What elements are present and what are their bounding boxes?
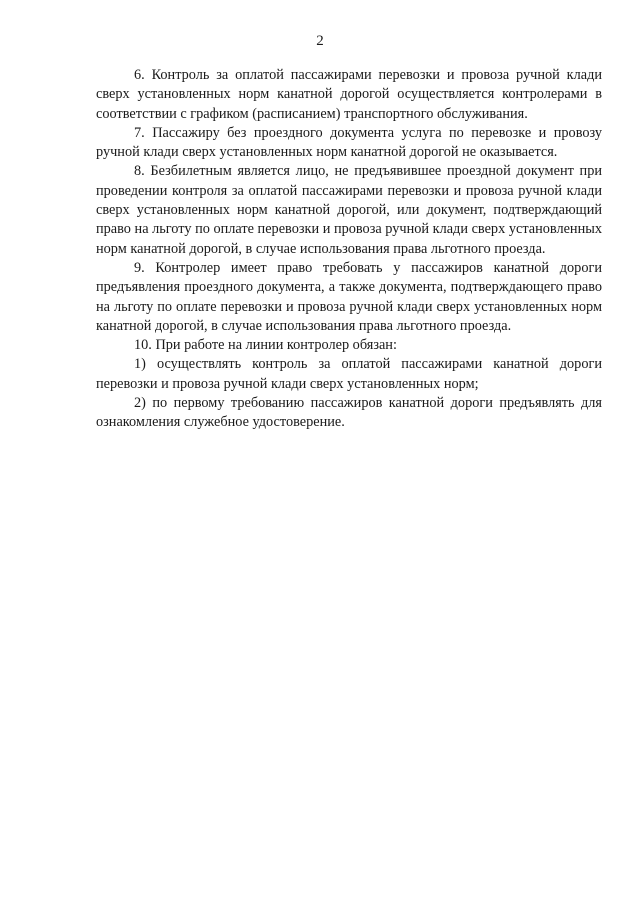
paragraph-9: 9. Контролер имеет право требовать у пассажиров канатной дороги предъявления проездного документа, а также документа, подтверждающего право на льготу по оплате перевозки и провоза ручной клади сверх установленных норм канатной дорогой, в случае использования права льготного проезда.: [96, 259, 602, 334]
document-body: [96, 66, 602, 433]
list-item-1: 1) осуществлять контроль за оплатой пассажирами канатной дороги перевозки и провоза ручной клади сверх установленных норм;: [96, 356, 602, 392]
paragraph-6: 6. Контроль за оплатой пассажирами перевозки и провоза ручной клади сверх установленных норм канатной дорогой осуществляется контролерами в соответствии с графиком (расписанием) транспортного обслуживания.: [96, 67, 602, 122]
paragraph-8: 8. Безбилетным является лицо, не предъявившее проездной документ при проведении контроля за оплатой пассажирами перевозки и провоза ручной клади сверх установленных норм канатной дорогой, или документ, подтверждающий право на льготу по оплате перевозки и провоза ручной клади сверх установленных норм канатной дорогой, в случае использования права льготного проезда.: [96, 163, 602, 257]
paragraph-7: 7. Пассажиру без проездного документа услуга по перевозке и провозу ручной клади сверх установленных норм канатной дорогой не оказывается.: [96, 124, 602, 161]
list-item-2: 2) по первому требованию пассажиров канатной дороги предъявлять для ознакомления служебное удостоверение.: [96, 395, 602, 431]
paragraph-10: 10. При работе на линии контролер обязан:: [134, 337, 397, 354]
page-number: 2: [316, 33, 324, 49]
